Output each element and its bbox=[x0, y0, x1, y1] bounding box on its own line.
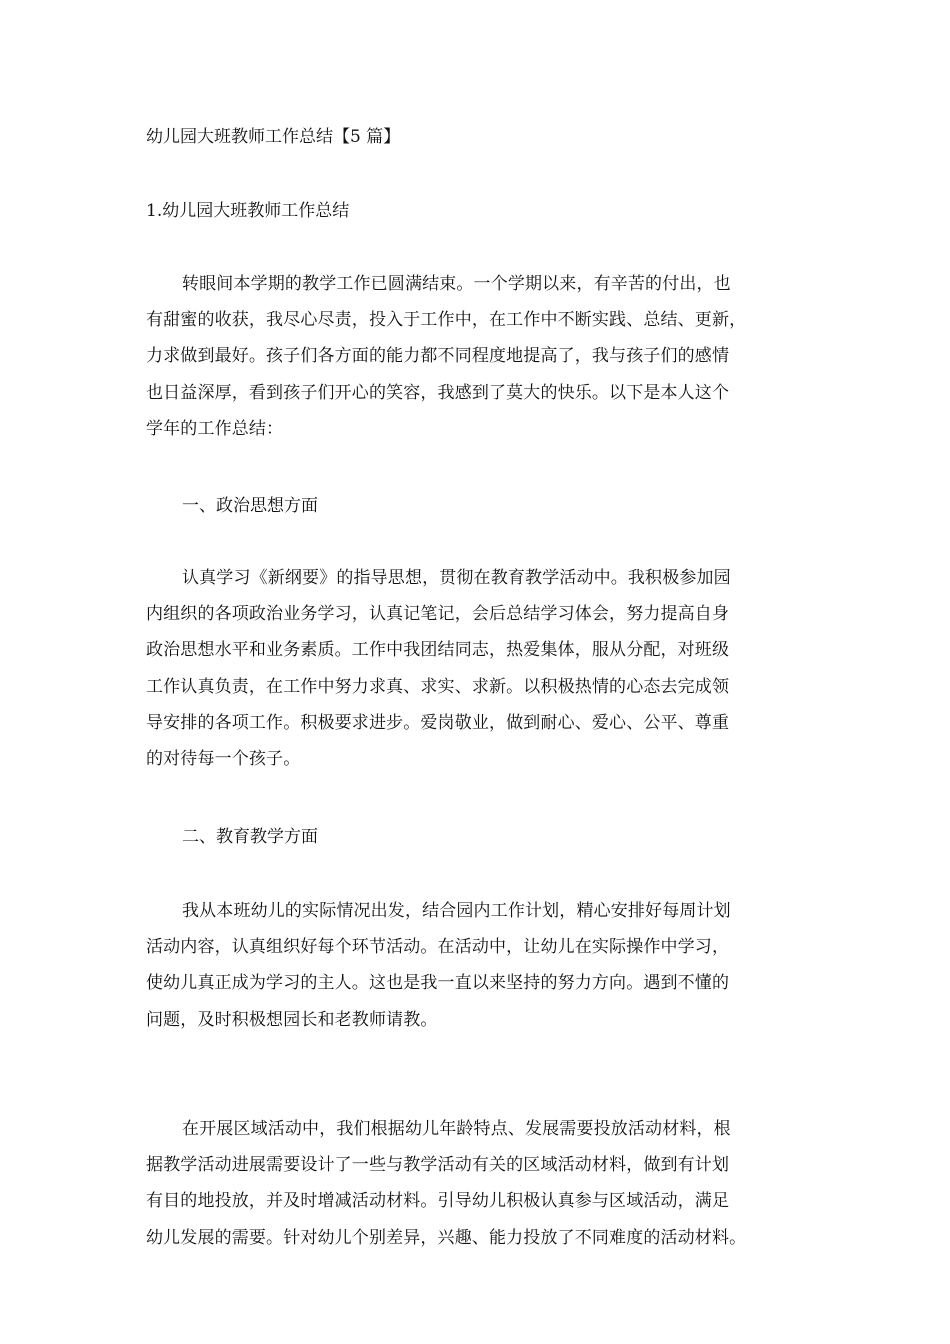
paragraph-line: 的对待每一个孩子。 bbox=[146, 749, 301, 770]
paragraph-line: 幼儿发展的需要。针对幼儿个别差异，兴趣、能力投放了不同难度的活动材料。 bbox=[146, 1227, 747, 1248]
paragraph-line: 我从本班幼儿的实际情况出发，结合园内工作计划，精心安排好每周计划 bbox=[182, 901, 731, 921]
paragraph-line: 工作认真负责，在工作中努力求真、求实、求新。以积极热情的心态去完成领 bbox=[146, 676, 730, 697]
paragraph-line: 政治思想水平和业务素质。工作中我团结同志，热爱集体，服从分配，对班级 bbox=[146, 640, 730, 661]
teaching-paragraph bbox=[146, 893, 826, 1038]
paragraph-line: 活动内容，认真组织好每个环节活动。在活动中，让幼儿在实际操作中学习， bbox=[146, 937, 730, 958]
paragraph-line: 导安排的各项工作。积极要求进步。爱岗敬业，做到耐心、爱心、公平、尊重 bbox=[146, 712, 730, 733]
paragraph-line: 转眼间本学期的教学工作已圆满结束。一个学期以来，有辛苦的付出，也 bbox=[182, 274, 731, 294]
heading-politics: 一、政治思想方面 bbox=[182, 496, 318, 516]
heading-teaching: 二、教育教学方面 bbox=[182, 827, 318, 847]
paragraph-line: 使幼儿真正成为学习的主人。这也是我一直以来坚持的努力方向。遇到不懂的 bbox=[146, 973, 730, 994]
paragraph-line: 据教学活动进展需要设计了一些与教学活动有关的区域活动材料，做到有计划 bbox=[146, 1155, 730, 1176]
paragraph-line: 力求做到最好。孩子们各方面的能力都不同程度地提高了，我与孩子们的感情 bbox=[146, 346, 730, 367]
paragraph-line: 问题，及时积极想园长和老教师请教。 bbox=[146, 1009, 438, 1030]
politics-paragraph bbox=[146, 560, 826, 777]
paragraph-line: 也日益深厚，看到孩子们开心的笑容，我感到了莫大的快乐。以下是本人这个 bbox=[146, 382, 730, 403]
paragraph-line: 在开展区域活动中，我们根据幼儿年龄特点、发展需要投放活动材料，根 bbox=[182, 1119, 731, 1139]
paragraph-line: 有甜蜜的收获，我尽心尽责，投入于工作中，在工作中不断实践、总结、更新， bbox=[146, 310, 747, 331]
intro-paragraph bbox=[146, 266, 826, 447]
area-activity-paragraph bbox=[146, 1111, 826, 1256]
paragraph-line: 内组织的各项政治业务学习，认真记笔记，会后总结学习体会，努力提高自身 bbox=[146, 604, 730, 625]
document-title: 幼儿园大班教师工作总结【5 篇】 bbox=[146, 127, 401, 147]
paragraph-line: 认真学习《新纲要》的指导思想，贯彻在教育教学活动中。我积极参加园 bbox=[182, 568, 731, 588]
paragraph-line: 有目的地投放，并及时增减活动材料。引导幼儿积极认真参与区域活动，满足 bbox=[146, 1191, 730, 1212]
paragraph-line: 学年的工作总结： bbox=[146, 418, 284, 439]
section-title: 1.幼儿园大班教师工作总结 bbox=[146, 201, 350, 221]
